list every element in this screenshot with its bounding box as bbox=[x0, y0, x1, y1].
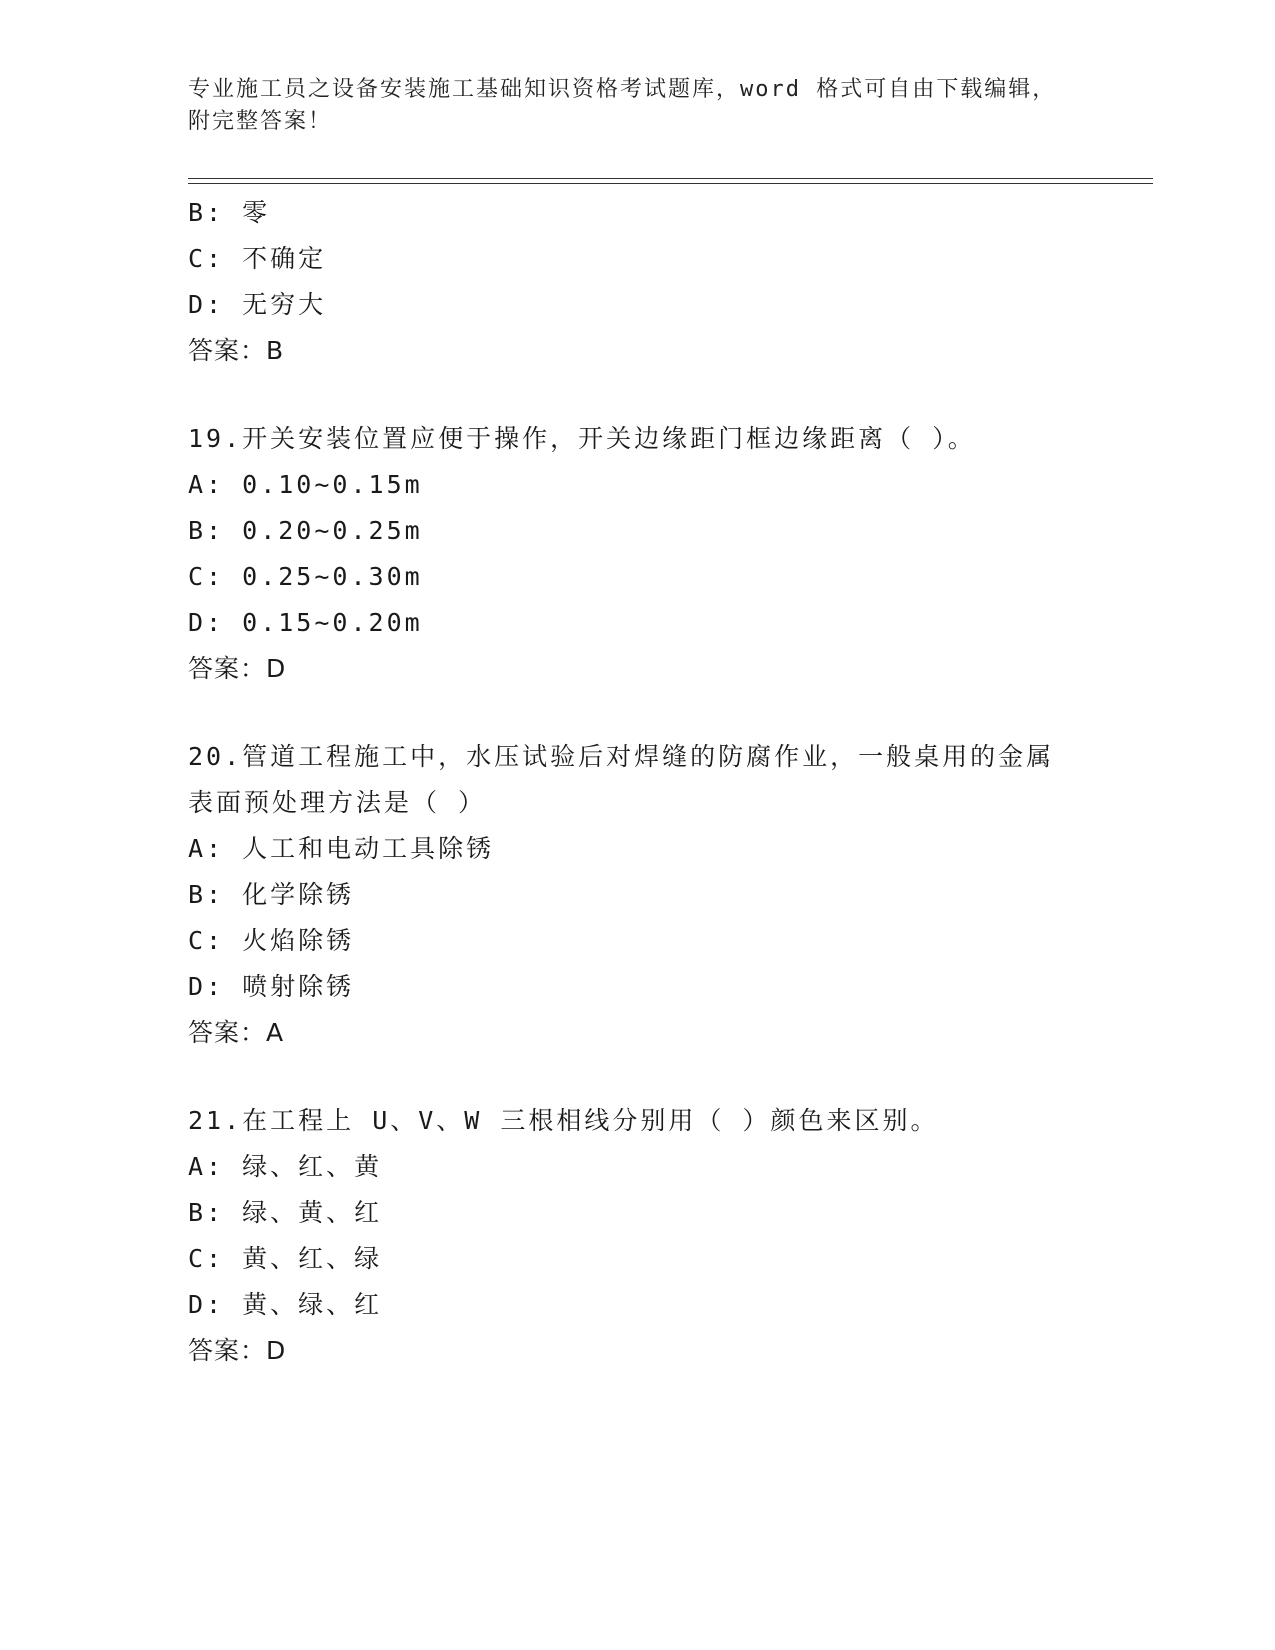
answer-line: 答案：A bbox=[188, 1018, 285, 1047]
header-divider-bottom bbox=[188, 183, 1153, 184]
option-d: D: 喷射除锈 bbox=[188, 972, 355, 1001]
option-b: B: 0.20~0.25m bbox=[188, 516, 423, 545]
header-title-line-1: 专业施工员之设备安装施工基础知识资格考试题库，word 格式可自由下载编辑， bbox=[188, 77, 1057, 102]
header-title-line-2: 附完整答案！ bbox=[188, 109, 333, 134]
option-b: B: 绿、黄、红 bbox=[188, 1198, 383, 1227]
option-d: D: 无穷大 bbox=[188, 290, 327, 319]
option-b: B: 化学除锈 bbox=[188, 880, 355, 909]
option-c: C: 火焰除锈 bbox=[188, 926, 355, 955]
header-divider-top bbox=[188, 178, 1153, 179]
option-b: B: 零 bbox=[188, 198, 271, 227]
option-a: A: 人工和电动工具除锈 bbox=[188, 834, 495, 863]
option-c: C: 黄、红、绿 bbox=[188, 1244, 383, 1273]
answer-line: 答案：D bbox=[188, 654, 287, 683]
question-stem-line-2: 表面预处理方法是（ ） bbox=[188, 788, 487, 817]
answer-line: 答案：D bbox=[188, 1336, 287, 1365]
question-stem: 21.在工程上 U、V、W 三根相线分别用（ ）颜色来区别。 bbox=[188, 1106, 939, 1135]
document-header bbox=[188, 74, 1088, 138]
option-d: D: 0.15~0.20m bbox=[188, 608, 423, 637]
option-c: C: 不确定 bbox=[188, 244, 327, 273]
question-stem-line-1: 20.管道工程施工中，水压试验后对焊缝的防腐作业，一般桌用的金属 bbox=[188, 742, 1055, 771]
option-a: A: 绿、红、黄 bbox=[188, 1152, 383, 1181]
option-a: A: 0.10~0.15m bbox=[188, 470, 423, 499]
question-18-continued bbox=[188, 190, 1088, 374]
option-c: C: 0.25~0.30m bbox=[188, 562, 423, 591]
question-19 bbox=[188, 416, 1088, 692]
option-d: D: 黄、绿、红 bbox=[188, 1290, 383, 1319]
question-list bbox=[188, 190, 1088, 1374]
question-21 bbox=[188, 1098, 1088, 1374]
question-stem: 19.开关安装位置应便于操作，开关边缘距门框边缘距离（ ）。 bbox=[188, 424, 976, 453]
answer-line: 答案：B bbox=[188, 336, 285, 365]
question-20 bbox=[188, 734, 1088, 1056]
